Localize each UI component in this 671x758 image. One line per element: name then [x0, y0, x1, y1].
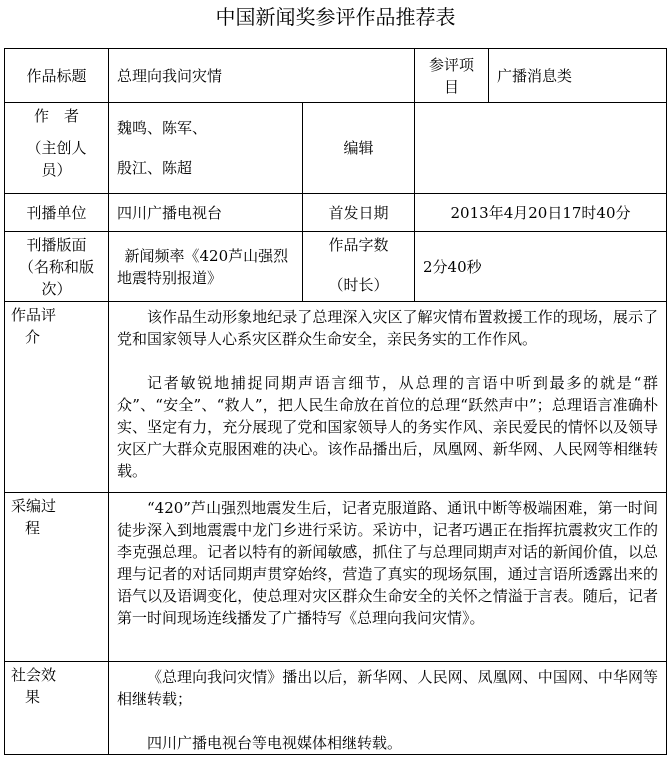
- date-value: 2013年4月20日17时40分: [415, 194, 667, 232]
- row-process: [5, 493, 667, 662]
- evaluation-paragraph-2: 记者敏锐地捕捉同期声语言细节，从总理的言语中听到最多的就是“群众”、“安全”、“救人”，把人民生命放在首位的总理“跃然声中”；总理语言准确朴实、坚定有力，充分展现了党和国家领导人的务实作风、亲民爱民的情怀以及领导灾区广大群众克服困难的决心。该作品播出后，凤凰网、新华网、人民网等相继转载。: [117, 374, 659, 480]
- evaluation-text: [109, 302, 667, 493]
- authors-line1: 魏鸣、陈军、: [117, 119, 208, 137]
- recommendation-form: [4, 48, 667, 755]
- length-label-line1: 作品字数: [328, 236, 389, 254]
- row-author: [5, 103, 667, 194]
- row-title: [5, 49, 667, 103]
- form-title: 中国新闻奖参评作品推荐表: [215, 5, 456, 29]
- evaluation-label-line2: 介: [25, 328, 41, 346]
- effect-text: [109, 662, 667, 755]
- evaluation-label-line1: 作品评: [11, 306, 57, 324]
- effect-paragraph-1: 《总理向我问灾情》播出以后，新华网、人民网、凤凰网、中国网、中华网等相继转载；: [117, 668, 659, 708]
- process-label: [5, 493, 109, 662]
- category-label: [415, 49, 489, 103]
- process-label-line1: 采编过: [11, 497, 57, 515]
- effect-label-line1: 社会效: [11, 666, 57, 684]
- row-layout: [5, 232, 667, 302]
- row-effect: [5, 662, 667, 755]
- row-evaluation: [5, 302, 667, 493]
- authors-line2: 殷江、陈超: [117, 159, 193, 177]
- author-label: [5, 103, 109, 194]
- length-label-line2: （时长）: [328, 276, 389, 294]
- effect-label-line2: 果: [25, 688, 41, 706]
- layout-label-line1: 刊播版面: [26, 235, 87, 254]
- row-unit: [5, 194, 667, 232]
- effect-paragraph-2: 四川广播电视台等电视媒体相继转载。: [147, 734, 403, 752]
- category-value: 广播消息类: [489, 49, 667, 103]
- date-label: 首发日期: [303, 194, 415, 232]
- evaluation-paragraph-1: 该作品生动形象地纪录了总理深入灾区了解灾情布置救援工作的现场，展示了党和国家领导人心系灾区群众生命安全，亲民务实的工作作风。: [117, 308, 659, 348]
- category-label-line1: 参评项: [429, 55, 475, 74]
- author-label-line1: 作 者: [33, 107, 79, 125]
- author-label-line2: （主创人: [26, 139, 87, 157]
- unit-value: 四川广播电视台: [109, 194, 303, 232]
- work-title-value: 总理向我问灾情: [109, 49, 415, 103]
- authors-value: [109, 103, 303, 194]
- length-label: [303, 232, 415, 302]
- editor-label: 编辑: [303, 103, 415, 194]
- layout-label-line2: （名称和版: [18, 257, 94, 276]
- effect-label: [5, 662, 109, 755]
- category-label-line2: 目: [444, 77, 460, 96]
- process-text: [109, 493, 667, 662]
- evaluation-label: [5, 302, 109, 493]
- work-title-label: 作品标题: [5, 49, 109, 103]
- process-paragraph-1: “420”芦山强烈地震发生后，记者克服道路、通讯中断等极端困难，第一时间徒步深入到地震震中龙门乡进行采访。采访中，记者巧遇正在指挥抗震救灾工作的李克强总理。记者以特有的新闻敏感，抓住了与总理同期声对话的新闻价值，以总理与记者的对话同期声贯穿始终，营造了真实的现场氛围，通过言语所透露出来的语气以及语调变化，使总理对灾区群众生命安全的关怀之情溢于言表。随后，记者第一时间现场连线播发了广播特写《总理向我问灾情》。: [117, 499, 659, 627]
- length-value: 2分40秒: [415, 232, 667, 302]
- layout-label: [5, 232, 109, 302]
- editor-value: [415, 103, 667, 194]
- process-label-line2: 程: [25, 519, 41, 537]
- unit-label: 刊播单位: [5, 194, 109, 232]
- layout-value: 新闻频率《420芦山强烈地震特别报道》: [109, 232, 303, 302]
- layout-label-line3: 次）: [41, 279, 72, 298]
- author-label-line3: 员）: [41, 161, 72, 179]
